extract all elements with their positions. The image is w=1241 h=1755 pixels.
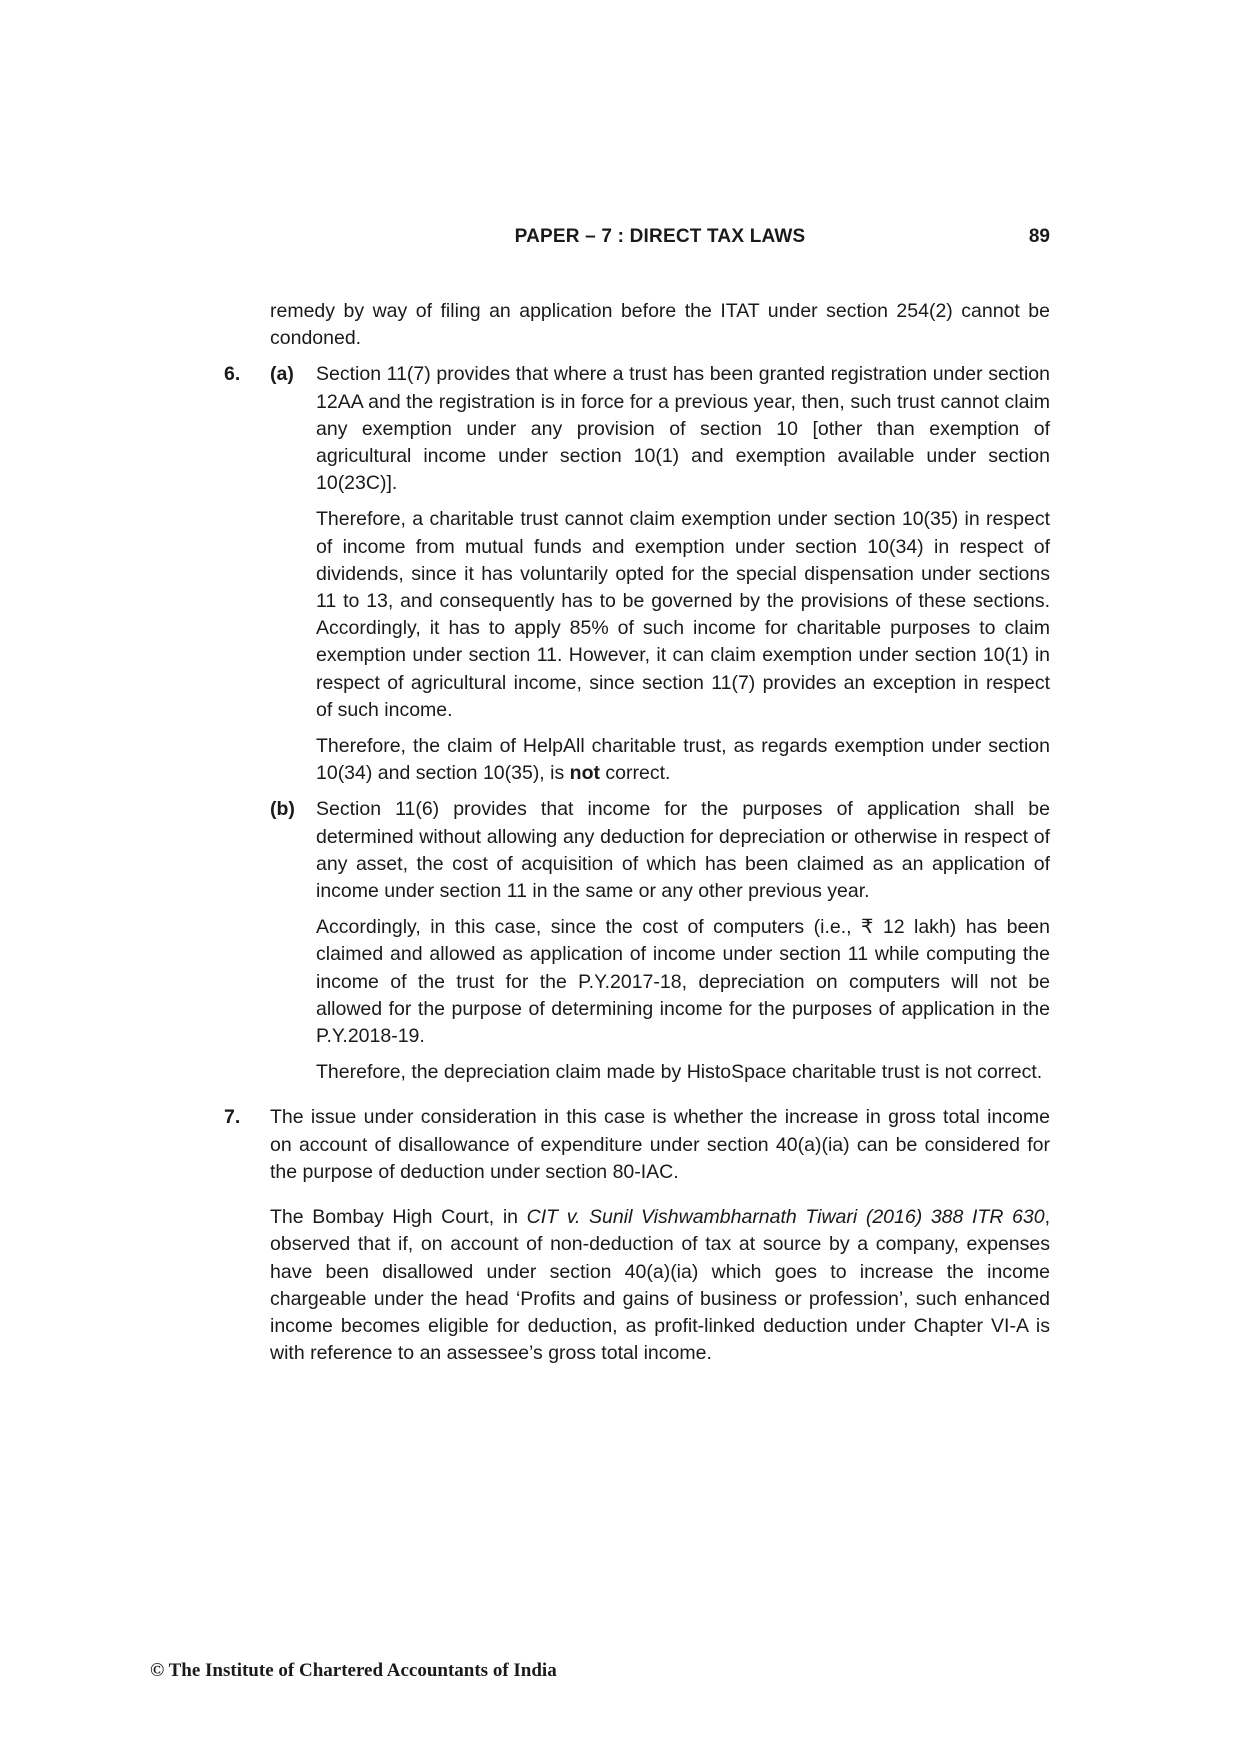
answer-6a-label: (a) bbox=[270, 363, 294, 386]
answer-6a-para-3-end: correct. bbox=[599, 762, 671, 785]
answer-6 bbox=[224, 361, 1050, 1086]
answer-7-para-2-rest: , observed that if, on account of non-deduction of tax at source by a company, expenses have been disallowed under section 40(a)(ia) which goes to increase the income chargeable under the head ‘Profits and gains of business or profession’, such enhanced income becomes eligible for deduction, as profit-linked deduction under Chapter VI-A is with reference to an assessee’s gross total income. bbox=[270, 1206, 1050, 1365]
answer-6-number: 6. bbox=[224, 363, 241, 386]
copyright-footer: © The Institute of Chartered Accountants of India bbox=[150, 1660, 557, 1681]
answer-6b-para-1: Section 11(6) provides that income for the purposes of application shall be determined without allowing any deduction for depreciation or otherwise in respect of any asset, the cost of acquisition of which has been claimed as an application of income under section 11 in the same or any other previous year. bbox=[316, 798, 1050, 903]
answer-6a-para-3 bbox=[316, 733, 1050, 787]
answer-6a-not-emphasis: not bbox=[569, 762, 600, 785]
answer-7-para-1: The issue under consideration in this case is whether the increase in gross total income on account of disallowance of expenditure under section 40(a)(ia) can be considered for the purpose of deduction under section 80-IAC. bbox=[270, 1106, 1050, 1183]
answer-6b bbox=[270, 796, 1050, 1086]
answer-6b-para-3: Therefore, the depreciation claim made by HistoSpace charitable trust is not correct. bbox=[316, 1061, 1043, 1084]
page-number: 89 bbox=[1028, 226, 1050, 247]
answer-6b-para-2: Accordingly, in this case, since the cost of computers (i.e., ₹ 12 lakh) has been claimed and allowed as application of income under section 11 while computing the income of the trust for the P.Y.2017-18, depreciation on computers will not be allowed for the purpose of determining income for the purposes of application in the P.Y.2018-19. bbox=[316, 916, 1050, 1048]
answer-6a bbox=[270, 361, 1050, 787]
answer-7-para-2-lead: The Bombay High Court, in bbox=[270, 1206, 527, 1229]
answer-7 bbox=[224, 1104, 1050, 1367]
page-header bbox=[270, 226, 1050, 256]
answer-6b-label: (b) bbox=[270, 798, 295, 821]
page-body bbox=[224, 298, 1050, 1367]
answer-7-number: 7. bbox=[224, 1106, 241, 1129]
answer-6a-para-2: Therefore, a charitable trust cannot claim exemption under section 10(35) in respect of income from mutual funds and exemption under section 10(34) in respect of dividends, since it has voluntarily opted for the special dispensation under sections 11 to 13, and consequently has to be governed by the provisions of these sections. Accordingly, it has to apply 85% of such income for charitable purposes to claim exemption under section 11. However, it can claim exemption under section 10(1) in respect of agricultural income, since section 11(7) provides an exception in respect of such income. bbox=[316, 508, 1050, 721]
case-citation: CIT v. Sunil Vishwambharnath Tiwari (2016) 388 ITR 630 bbox=[526, 1206, 1045, 1229]
running-header-title: PAPER – 7 : DIRECT TAX LAWS bbox=[514, 226, 806, 247]
answer-6a-para-1: Section 11(7) provides that where a trust has been granted registration under section 12AA and the registration is in force for a previous year, then, such trust cannot claim any exemption under any provision of section 10 [other than exemption of agricultural income under section 10(1) and exemption available under section 10(23C)]. bbox=[316, 363, 1050, 495]
answer-7-para-2 bbox=[270, 1204, 1050, 1367]
answer-6a-para-3-text: Therefore, the claim of HelpAll charitable trust, as regards exemption under section 10(34) and section 10(35), is bbox=[316, 735, 1050, 785]
continued-paragraph: remedy by way of filing an application before the ITAT under section 254(2) cannot be condoned. bbox=[270, 300, 1050, 350]
